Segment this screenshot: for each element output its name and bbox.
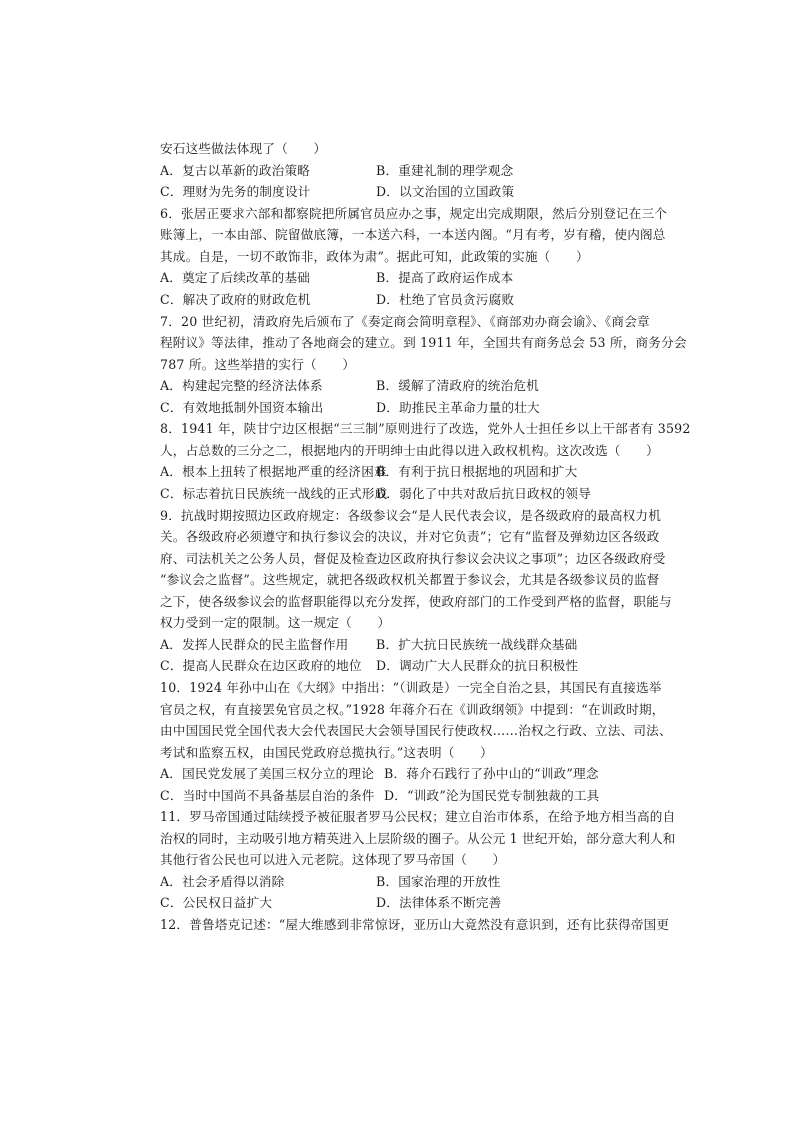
- q9-stem-line-3: 府、司法机关之公务人员，督促及检查边区政府执行参议会决议之事项”；边区各级政府受: [160, 551, 666, 566]
- q5-stem-tail: 安石这些做法体现了（ ）: [160, 141, 327, 156]
- q8-option-d: D．弱化了中共对敌后抗日政权的领导: [376, 486, 591, 501]
- q12-stem-line-1: 12．普鲁塔克记述：“屋大维感到非常惊讶，亚历山大竟然没有意识到，还有比获得帝国更: [160, 917, 670, 932]
- q11-option-d: D．法律体系不断完善: [376, 895, 502, 910]
- q11-option-c: C．公民权日益扩大: [160, 895, 273, 910]
- q10-option-a: A．国民党发展了美国三权分立的理论: [160, 766, 374, 781]
- q9-option-a: A．发挥人民群众的民主监督作用: [160, 637, 349, 652]
- q11-option-b: B．国家治理的开放性: [376, 874, 501, 889]
- q7-option-a: A．构建起完整的经济法体系: [160, 378, 323, 393]
- q9-stem-line-2: 关。各级政府必须遵守和执行参议会的决议，并对它负责”；它有“监督及弹劾边区各级政: [160, 529, 660, 544]
- q8-option-a: A．根本上扭转了根据地严重的经济困难: [160, 464, 387, 479]
- q8-option-b: B．有利于抗日根据地的巩固和扩大: [376, 464, 578, 479]
- q10-option-c: C．当时中国尚不具备基层自治的条件: [160, 788, 375, 803]
- q7-stem-line-3: 787 所。这些举措的实行（ ）: [160, 357, 356, 372]
- q11-stem-line-1: 11．罗马帝国通过陆续授予被征服者罗马公民权；建立自治市体系，在给予地方相当高的自: [160, 809, 676, 824]
- q9-stem-line-6: 权力受到一定的限制。这一规定（ ）: [160, 615, 391, 630]
- q5-option-d: D．以文治国的立国政策: [376, 184, 515, 199]
- q8-stem-line-2: 人，占总数的三分之二，根据地内的开明绅士由此得以进入政权机构。这次改选（ ）: [160, 443, 659, 458]
- q7-stem-line-1: 7．20 世纪初，清政府先后颁布了《奏定商会简明章程》、《商部劝办商会谕》、《商会章: [160, 314, 650, 329]
- q9-option-b: B．扩大抗日民族统一战线群众基础: [376, 637, 578, 652]
- q11-stem-line-3: 其他行省公民也可以进入元老院。这体现了罗马帝国（ ）: [160, 852, 506, 867]
- q9-stem-line-1: 9．抗战时期按照边区政府规定：各级参议会“是人民代表会议，是各级政府的最高权力机: [160, 508, 662, 523]
- q6-option-a: A．奠定了后续改革的基础: [160, 270, 311, 285]
- q6-option-c: C．解决了政府的财政危机: [160, 292, 311, 307]
- q10-stem-line-4: 考试和监察五权，由国民党政府总揽执行。”这表明（ ）: [160, 745, 493, 760]
- q7-option-b: B．缓解了清政府的统治危机: [376, 378, 539, 393]
- q5-option-b: B．重建礼制的理学观念: [376, 163, 514, 178]
- q11-option-a: A．社会矛盾得以消除: [160, 874, 285, 889]
- q10-option-b: B．蒋介石践行了孙中山的“训政”理念: [384, 766, 599, 781]
- q8-option-c: C．标志着抗日民族统一战线的正式形成: [160, 486, 388, 501]
- q10-option-d: D．“训政”沦为国民党专制独裁的工具: [384, 788, 600, 803]
- q7-option-d: D．助推民主革命力量的壮大: [376, 400, 540, 415]
- q5-option-a: A．复古以革新的政治策略: [160, 163, 311, 178]
- q8-stem-line-1: 8．1941 年，陕甘宁边区根据“三三制”原则进行了改选，党外人士担任乡以上干部者有 3592: [160, 421, 691, 436]
- q6-stem-line-2: 账簿上，一本由部、院留做底簿，一本送六科，一本送内阁。“月有考，岁有稽，使内阁总: [160, 227, 666, 242]
- q10-stem-line-2: 官员之权，有直接罢免官员之权。”1928 年蒋介石在《训政纲领》中提到：“在训政时期，: [160, 702, 665, 717]
- q6-option-b: B．提高了政府运作成本: [376, 270, 514, 285]
- q10-stem-line-3: 由中国国民党全国代表大会代表国民大会领导国民行使政权……治权之行政、立法、司法、: [160, 723, 672, 738]
- q6-option-d: D．杜绝了官员贪污腐败: [376, 292, 515, 307]
- q7-stem-line-2: 程附议》等法律，推动了各地商会的建立。到 1911 年，全国共有商务总会 53 所，商务分会: [160, 335, 687, 350]
- q9-option-c: C．提高人民群众在边区政府的地位: [160, 658, 362, 673]
- q6-stem-line-1: 6．张居正要求六部和都察院把所属官员应办之事，规定出完成期限，然后分别登记在三个: [160, 206, 668, 221]
- q5-option-c: C．理财为先务的制度设计: [160, 184, 311, 199]
- q9-stem-line-5: 之下，使各级参议会的监督职能得以充分发挥，使政府部门的工作受到严格的监督，职能与: [160, 594, 672, 609]
- q11-stem-line-2: 治权的同时，主动吸引地方精英进入上层阶级的圈子。从公元 1 世纪开始，部分意大利人和: [160, 831, 676, 846]
- q6-stem-line-3: 其成。自是，一切不敢饰非，政体为肃”。据此可知，此政策的实施（ ）: [160, 249, 589, 264]
- q9-stem-line-4: “参议会之监督”。这些规定，就把各级政权机关都置于参议会，尤其是各级参议员的监督: [160, 572, 660, 587]
- q9-option-d: D．调动广大人民群众的抗日积极性: [376, 658, 579, 673]
- q10-stem-line-1: 10．1924 年孙中山在《大纲》中指出：“（训政是）一完全自治之县，其国民有直接选举: [160, 680, 662, 695]
- q7-option-c: C．有效地抵制外国资本输出: [160, 400, 324, 415]
